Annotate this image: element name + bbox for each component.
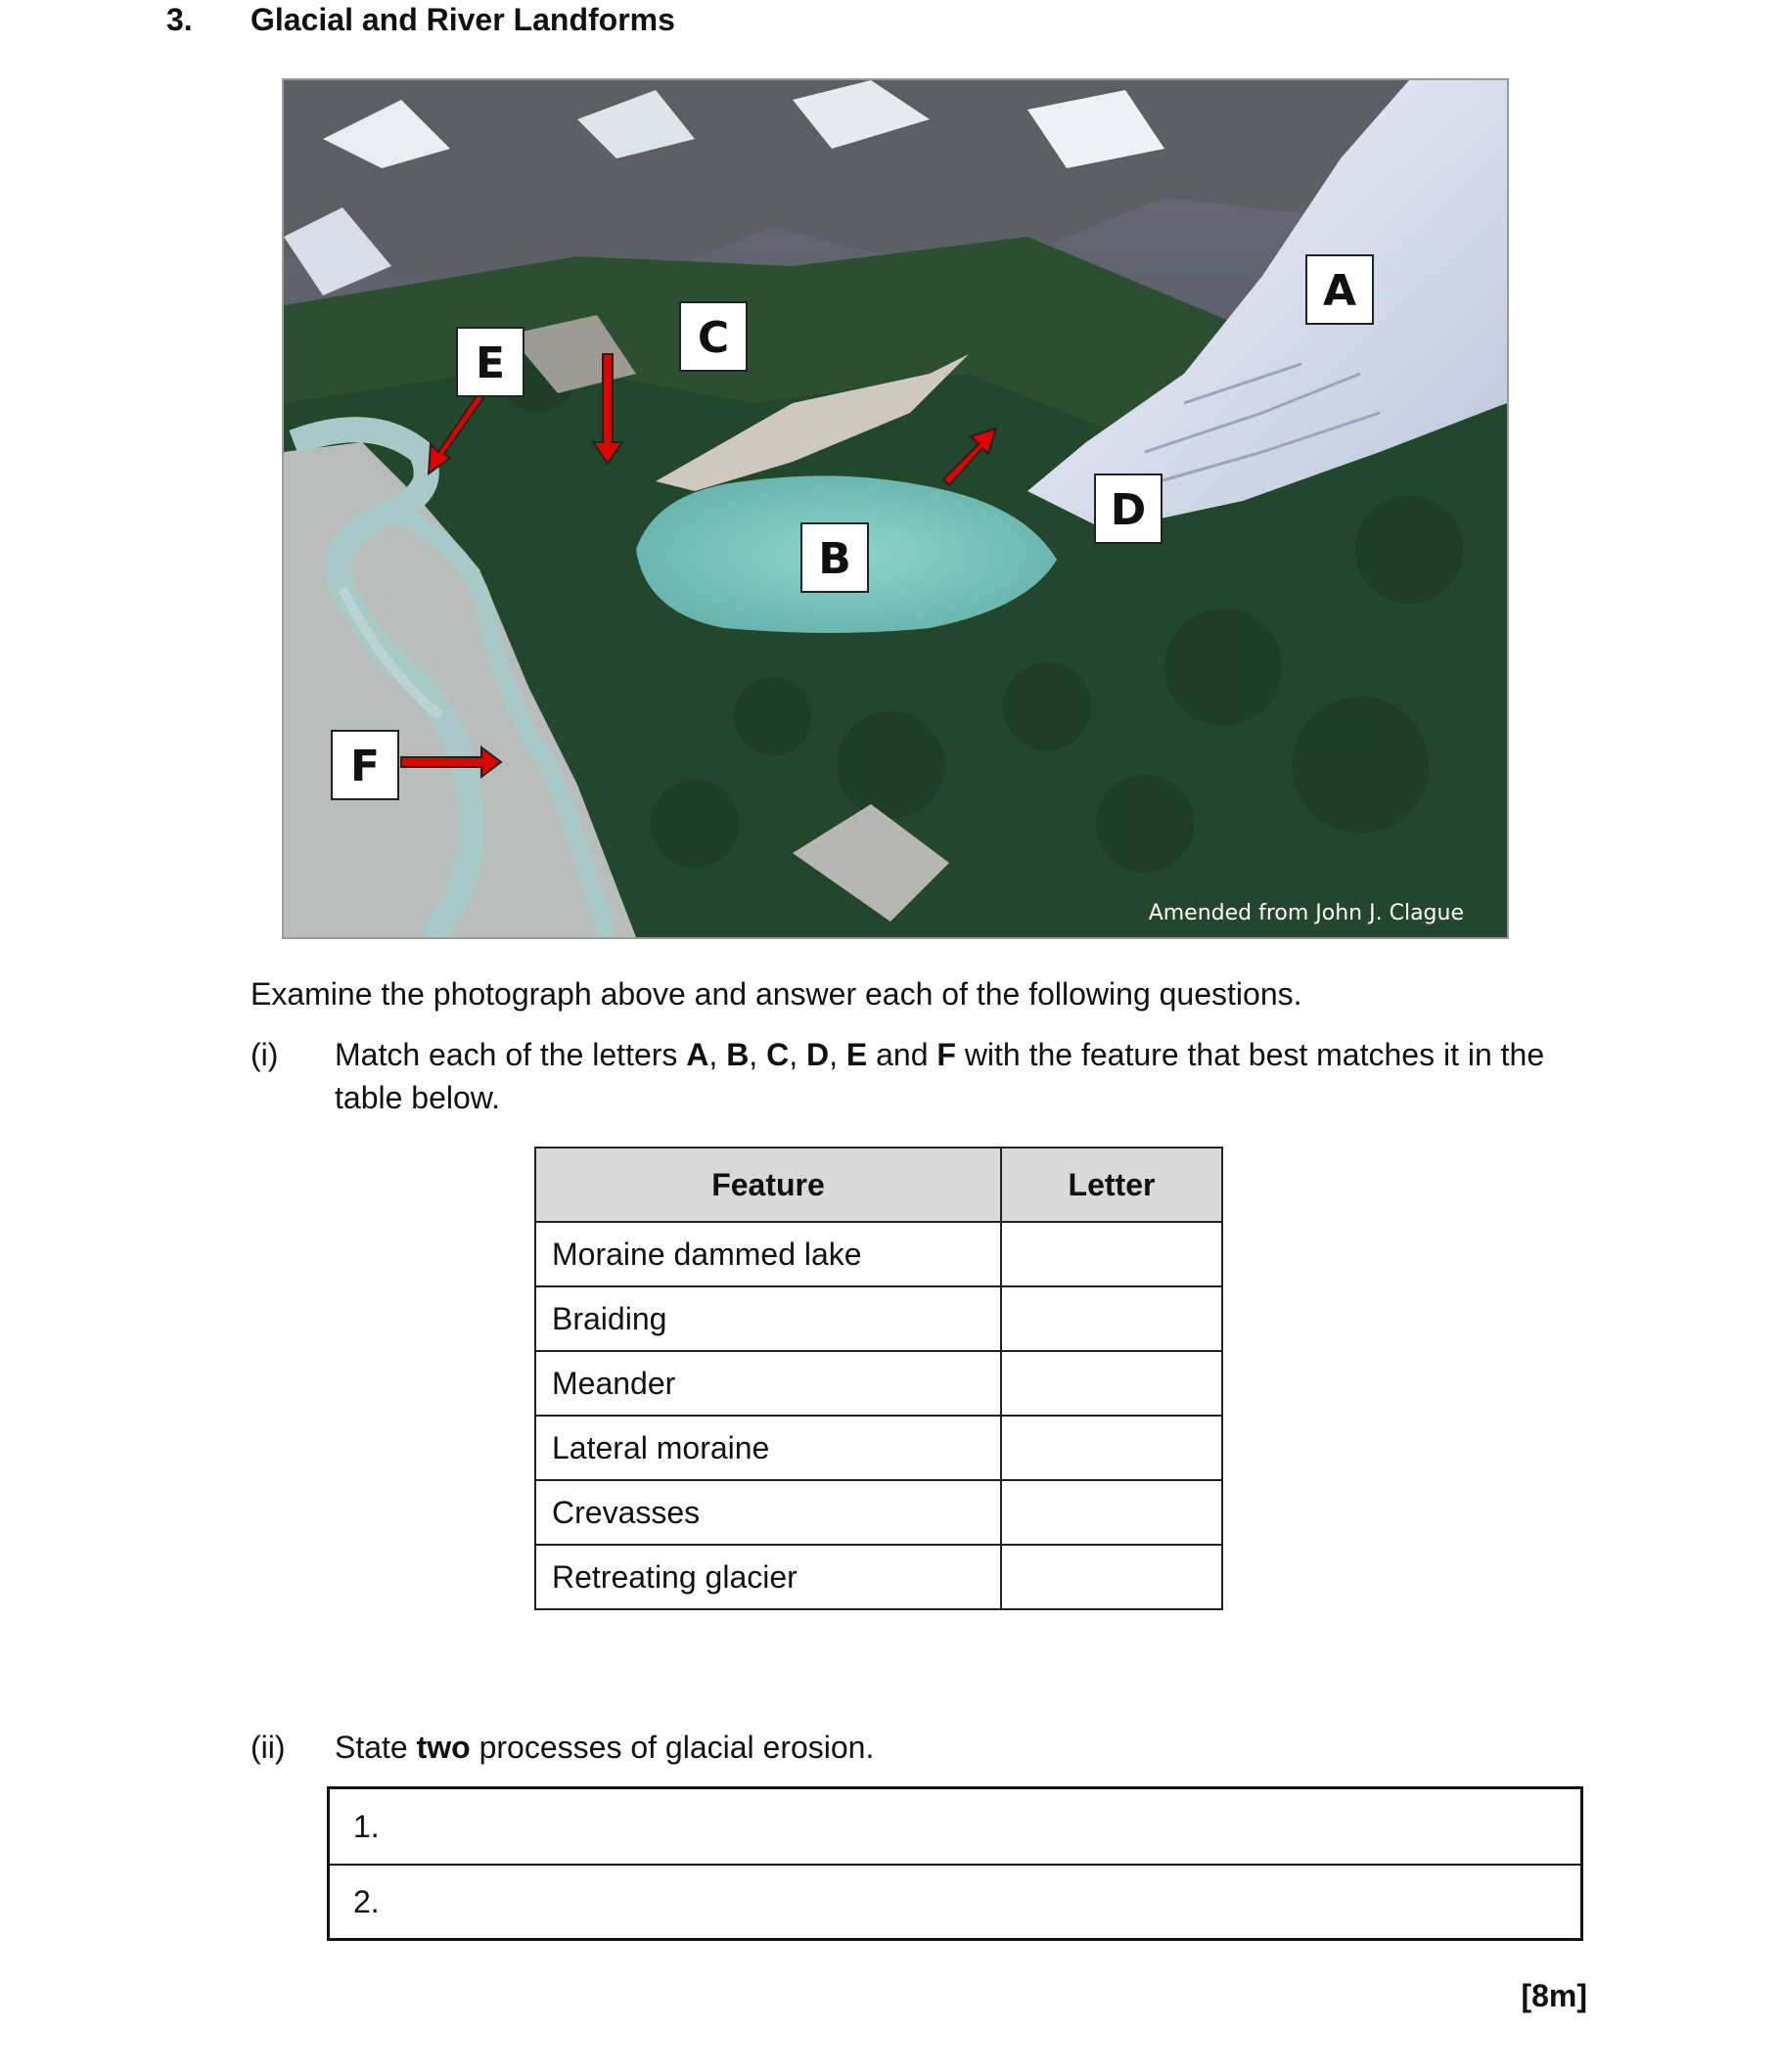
feature-cell: Moraine dammed lake <box>535 1222 1001 1286</box>
letter-answer-cell[interactable] <box>1001 1222 1222 1286</box>
letter-answer-cell[interactable] <box>1001 1545 1222 1609</box>
letter-f: F <box>936 1037 956 1072</box>
letter-d: D <box>805 1037 830 1072</box>
table-row <box>535 1351 1222 1416</box>
part-i-instruction: Match each of the letters A, B, C, D, E and F with the feature that best matches it in the table below. <box>335 1037 1545 1115</box>
table-row <box>535 1480 1222 1545</box>
feature-cell: Meander <box>535 1351 1001 1416</box>
table-row <box>535 1416 1222 1480</box>
table-row <box>535 1545 1222 1609</box>
part-ii-instruction: State two processes of glacial erosion. <box>335 1730 875 1765</box>
emphasis-two: two <box>416 1730 471 1765</box>
photo-label-a: A <box>1305 254 1374 325</box>
intro-text: Examine the photograph above and answer each of the following questions. <box>251 976 1302 1012</box>
letter-answer-cell[interactable] <box>1001 1480 1222 1545</box>
photo-credit: Amended from John J. Clague <box>1148 901 1464 925</box>
feature-cell: Retreating glacier <box>535 1545 1001 1609</box>
feature-cell: Crevasses <box>535 1480 1001 1545</box>
photo-label-d: D <box>1094 473 1163 544</box>
landform-photograph <box>282 78 1509 939</box>
answer-line-1[interactable]: 1. <box>353 1808 380 1844</box>
letter-header: Letter <box>1001 1148 1222 1222</box>
feature-cell: Braiding <box>535 1286 1001 1351</box>
photo-label-f: F <box>331 730 399 800</box>
letter-a: A <box>686 1037 709 1072</box>
answer-box <box>327 1786 1583 1941</box>
table-row <box>535 1286 1222 1351</box>
part-i-text-after: with the feature that best matches it in the table below. <box>335 1037 1545 1115</box>
part-ii-number: (ii) <box>251 1730 286 1765</box>
photo-label-c: C <box>679 301 748 372</box>
question-number: 3. <box>166 2 193 37</box>
letter-b: B <box>726 1037 750 1072</box>
question-title: Glacial and River Landforms <box>251 2 675 37</box>
letter-answer-cell[interactable] <box>1001 1351 1222 1416</box>
letter-e: E <box>845 1037 868 1072</box>
feature-header: Feature <box>535 1148 1001 1222</box>
photo-label-b: B <box>800 522 869 593</box>
letter-answer-cell[interactable] <box>1001 1286 1222 1351</box>
answer-line-2[interactable]: 2. <box>330 1864 1580 1938</box>
photo-label-e: E <box>456 327 525 397</box>
letter-c: C <box>766 1037 790 1072</box>
marks-allocation: [8m] <box>1521 1978 1587 2013</box>
table-row <box>535 1222 1222 1286</box>
part-i-text-before: Match each of the letters <box>335 1037 687 1072</box>
letter-answer-cell[interactable] <box>1001 1416 1222 1480</box>
matching-table <box>534 1147 1223 1610</box>
part-i-number: (i) <box>251 1037 279 1072</box>
feature-cell: Lateral moraine <box>535 1416 1001 1480</box>
